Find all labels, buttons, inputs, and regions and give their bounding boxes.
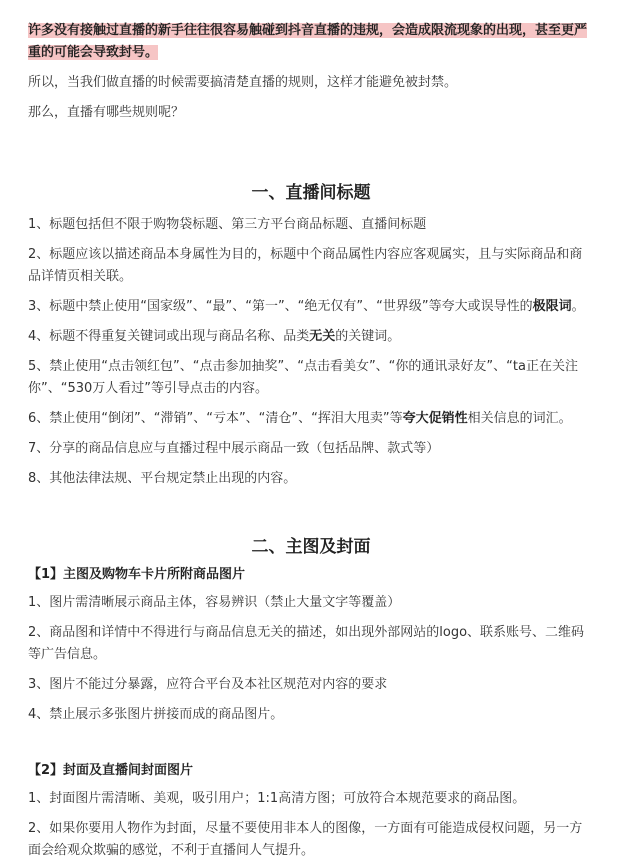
bold-term: 夸大促销性 bbox=[402, 411, 468, 426]
subsection-2-item-2: 2、如果你要用人物作为封面，尽量不要使用非本人的图像，一方面有可能造成侵权问题，另一方面会给观众欺骗的感觉，不利于直播间人气提升。 bbox=[28, 821, 583, 858]
section-1-item-4 bbox=[28, 326, 594, 348]
subsection-1-item-3: 3、图片不能过分暴露，应符合平台及本社区规范对内容的要求 bbox=[28, 677, 388, 692]
section-1-item-8: 8、其他法律法规、平台规定禁止出现的内容。 bbox=[28, 471, 297, 486]
item-text: 4、标题不得重复关键词或出现与商品名称、品类 bbox=[28, 329, 310, 344]
section-1-item-5: 5、禁止使用“点击领红包”、“点击参加抽奖”、“点击看美女”、“你的通讯录好友”、“ta正在关注你”、“530万人看过”等引导点击的内容。 bbox=[28, 359, 578, 396]
bold-term: 极限词 bbox=[532, 299, 572, 314]
highlighted-text: 许多没有接触过直播的新手往往很容易触碰到抖音直播的违规，会造成限流现象的出现，甚至更严重的可能会导致封号。 bbox=[28, 23, 588, 60]
section-1-item-2: 2、标题应该以描述商品本身属性为目的，标题中个商品属性内容应客观属实，且与实际商品和商品详情页相关联。 bbox=[28, 247, 583, 284]
intro-paragraph-1: 所以，当我们做直播的时候需要搞清楚直播的规则，这样才能避免被封禁。 bbox=[28, 75, 458, 90]
item-text: 相关信息的词汇。 bbox=[467, 411, 572, 426]
subsection-1-item-1: 1、图片需清晰展示商品主体，容易辨识（禁止大量文字等覆盖） bbox=[28, 595, 401, 610]
section-1-item-3 bbox=[28, 296, 594, 318]
item-text: 6、禁止使用“倒闭”、“滞销”、“亏本”、“清仓”、“挥泪大甩卖”等 bbox=[28, 411, 403, 426]
item-text: 3、标题中禁止使用“国家级”、“最”、“第一”、“绝无仅有”、“世界级”等夸大或误导性的 bbox=[28, 299, 533, 314]
subsection-1-item-4: 4、禁止展示多张图片拼接而成的商品图片。 bbox=[28, 707, 284, 722]
section-1-item-6 bbox=[28, 408, 594, 430]
intro-highlight bbox=[28, 20, 594, 64]
bold-term: 无关 bbox=[309, 329, 336, 344]
section-1-heading: 一、直播间标题 bbox=[251, 183, 371, 203]
item-text: 。 bbox=[571, 299, 585, 314]
intro-paragraph-2: 那么，直播有哪些规则呢？ bbox=[28, 105, 185, 120]
subsection-2-heading: 【2】封面及直播间封面图片 bbox=[28, 763, 194, 778]
section-2-heading: 二、主图及封面 bbox=[251, 537, 371, 557]
section-1-item-1: 1、标题包括但不限于购物袋标题、第三方平台商品标题、直播间标题 bbox=[28, 217, 427, 232]
subsection-1-heading: 【1】主图及购物车卡片所附商品图片 bbox=[28, 567, 246, 582]
subsection-2-item-1: 1、封面图片需清晰、美观，吸引用户；1:1高清方图；可放符合本规范要求的商品图。 bbox=[28, 791, 526, 806]
section-1-item-7: 7、分享的商品信息应与直播过程中展示商品一致（包括品牌、款式等） bbox=[28, 441, 440, 456]
item-text: 的关键词。 bbox=[335, 329, 401, 344]
subsection-1-item-2: 2、商品图和详情中不得进行与商品信息无关的描述，如出现外部网站的logo、联系账号、二维码等广告信息。 bbox=[28, 625, 585, 662]
